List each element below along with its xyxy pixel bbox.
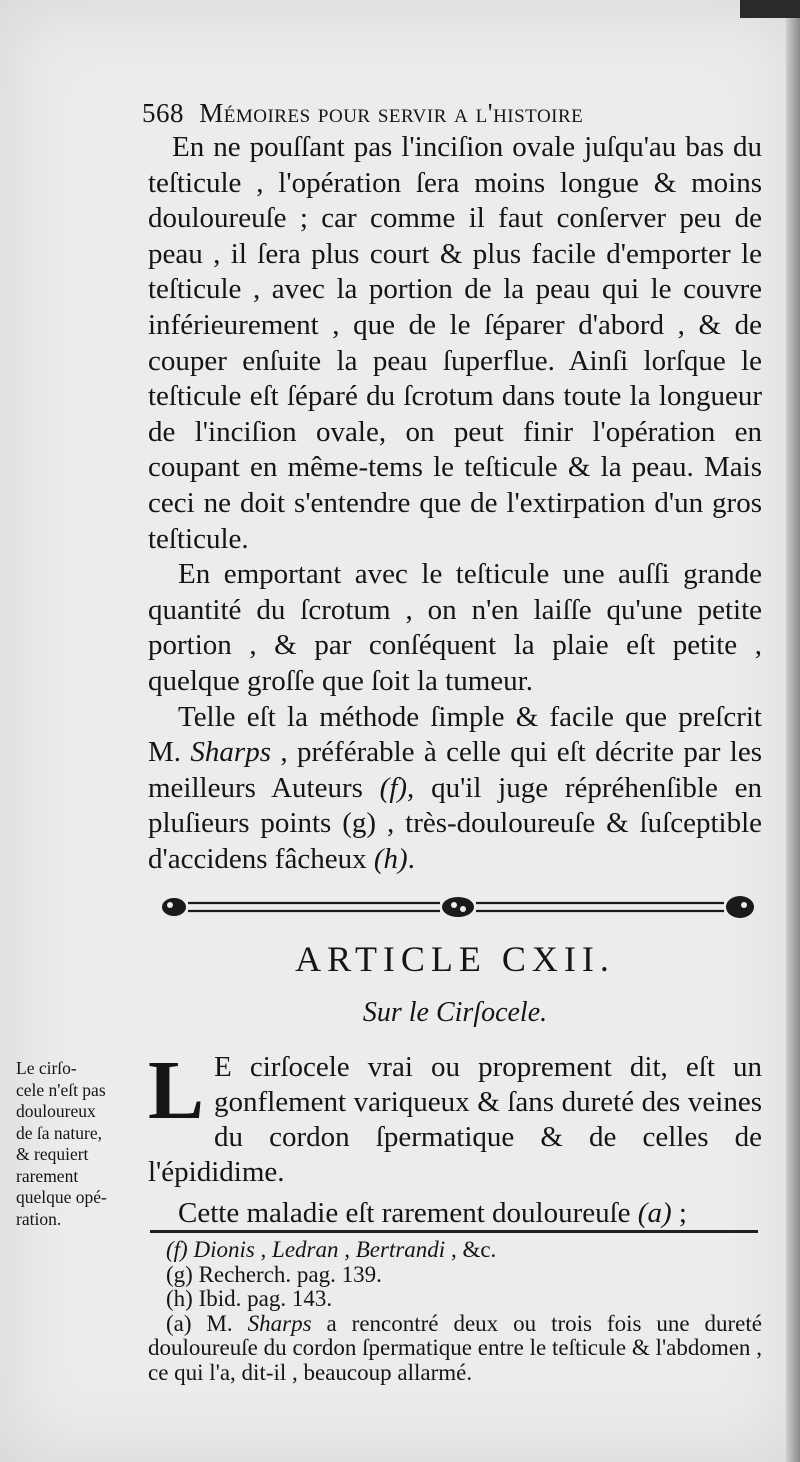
paragraph-1: En ne pouſſant pas l'inciſion ovale juſqu'au bas du teſticule , l'opération ſera moins longue & moins douloureuſe ; car comme il faut conſerver peu de peau , il ſera plus court & plus facile d'emporter le teſticule , avec la portion de la peau qui le couvre inférieurement , que de le ſéparer d'abord , & de couper enſuite la peau ſuperflue. Ainſi lorſque le teſticule eſt ſéparé du ſcrotum dans toute la longueur de l'inciſion ovale, on peut finir l'opération en coupant en même-tems le teſticule & la peau. Mais ceci ne doit s'entendre que de l'extirpation d'un gros teſticule. xyxy=(148,131,762,555)
footnote-a-text: a rencontré deux ou trois fois une dureté douloureuſe du cordon ſpermatique entre le teſticule & l'abdomen , ce qui l'a, dit-il , beaucoup allarmé. xyxy=(148,1310,762,1385)
marginal-note-line: ration. xyxy=(16,1208,62,1229)
marginal-note-line: Le cirſo- xyxy=(16,1058,77,1078)
footnote-g: (g) Recherch. pag. 139. xyxy=(166,1261,382,1287)
article-subtitle: Sur le Cirſocele. xyxy=(362,997,548,1028)
page-number: 568 xyxy=(142,98,184,128)
footnote-a-label: (a) M. xyxy=(166,1310,248,1336)
paragraph-3-part-1: Telle eſt la méthode ſimple & facile que preſcrit M. xyxy=(148,700,762,769)
article-paragraph-1: E cirſocele vrai ou proprement dit, eſt un gonflement variqueux & ſans dureté des veines du cordon ſpermatique & de celles de l'épididime. xyxy=(148,1051,762,1188)
paragraph-3-part-3: , qu'il juge répréhenſible en pluſieurs points (g) , très-douloureuſe & ſuſceptible d'accidens fâcheux xyxy=(148,771,762,875)
running-title: Mémoires pour servir a l'histoire xyxy=(199,98,584,128)
article-paragraph-2-end: ; xyxy=(671,1197,687,1229)
footnotes xyxy=(148,1238,762,1385)
footnote-rule xyxy=(150,1230,758,1233)
article-paragraph-2 xyxy=(148,1196,762,1231)
marginal-note-line: cele n'eſt pas xyxy=(16,1079,106,1100)
ornamental-divider xyxy=(158,893,758,921)
page-edge xyxy=(786,0,800,1462)
marginal-note xyxy=(16,1058,144,1230)
marginal-note-line: douloureux xyxy=(16,1101,96,1121)
page-corner-shadow xyxy=(740,0,800,18)
author-name-sharps: Sharps xyxy=(190,736,271,769)
paragraph-2: En emportant avec le teſticule une auſſi grande quantité du ſcrotum , on n'en laiſſe qu'une petite portion , & par conſéquent la plaie eſt petite , quelque groſſe que ſoit la tumeur. xyxy=(148,558,762,697)
marginal-note-line: de ſa nature, xyxy=(16,1122,102,1143)
footnote-ref-a: (a) xyxy=(637,1197,672,1229)
paragraph-3 xyxy=(148,700,762,878)
footnote-f-label: (f) xyxy=(166,1237,188,1262)
running-header xyxy=(142,98,762,129)
footnote-h: (h) Ibid. pag. 143. xyxy=(166,1286,333,1311)
footnote-f-etc: &c. xyxy=(456,1237,497,1262)
paragraph-3-part-2: , préférable à celle qui eſt décrite par les meilleurs Auteurs xyxy=(148,736,762,804)
footnote-f xyxy=(148,1238,762,1263)
footnote-a xyxy=(148,1312,762,1386)
footnote-ref-f: (f) xyxy=(379,771,408,804)
footnote-ref-h: (h) xyxy=(373,842,408,875)
footnote-f-authors: Dionis , Ledran , Bertrandi , xyxy=(193,1237,457,1262)
footnote-a-name: Sharps xyxy=(247,1310,312,1336)
main-text xyxy=(148,130,762,877)
drop-cap: L xyxy=(148,1044,205,1137)
marginal-note-line: quelque opé- xyxy=(16,1187,107,1207)
article-title: ARTICLE CXII. xyxy=(295,939,615,979)
article-paragraph-2-text: Cette maladie eſt rarement douloureuſe xyxy=(178,1197,631,1229)
article-body xyxy=(148,1044,762,1231)
marginal-note-line: rarement xyxy=(16,1165,79,1186)
paragraph-3-part-4: . xyxy=(407,842,415,875)
marginal-note-line: & requiert xyxy=(16,1144,89,1164)
